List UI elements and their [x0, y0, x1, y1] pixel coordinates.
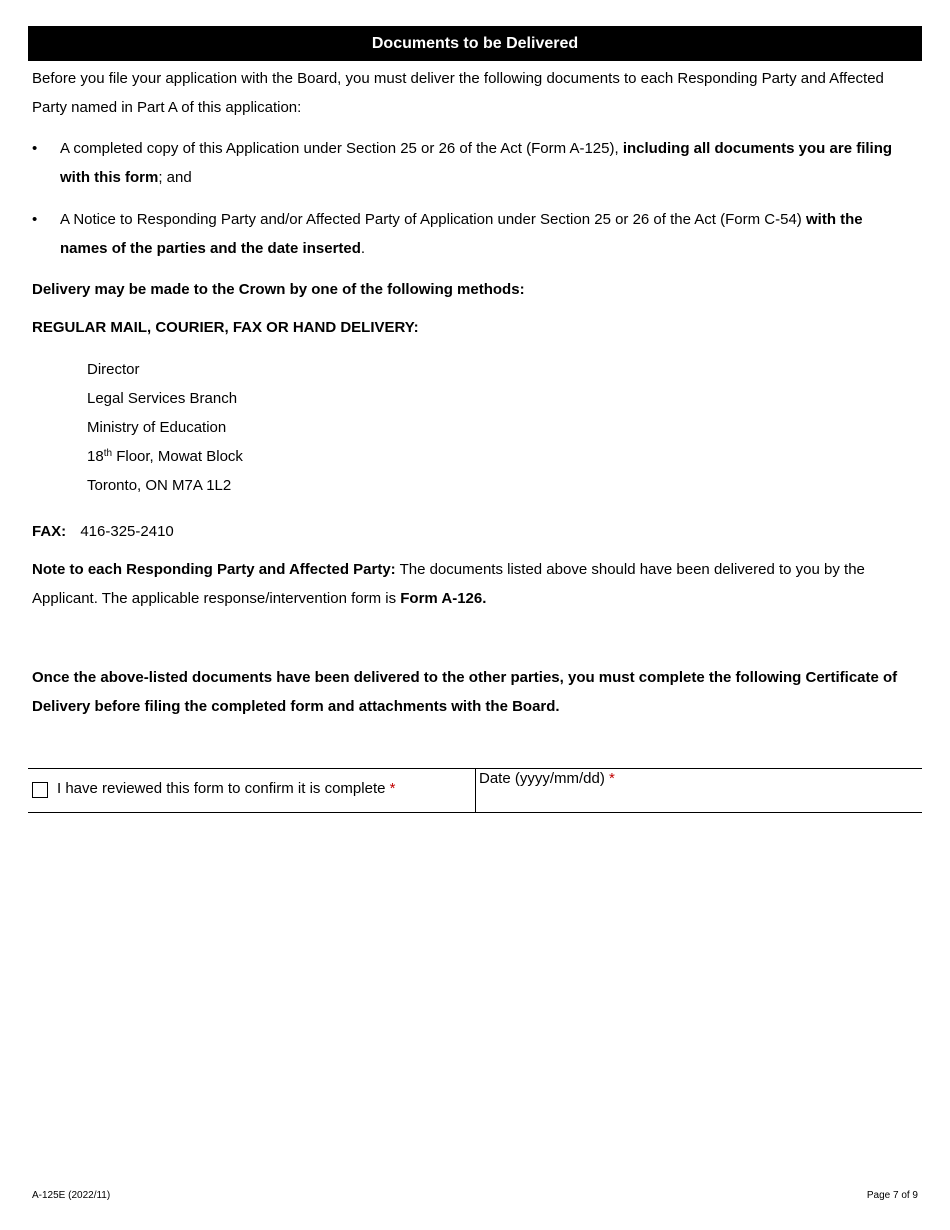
floor-suffix: th [103, 448, 113, 459]
note-form: Form A-126. [400, 590, 487, 607]
date-input[interactable] [479, 790, 917, 810]
address-line-1: Director [87, 361, 140, 378]
bullet-text: A Notice to Responding Party and/or Affected Party of Application under Section 25 or 26 of the Act (Form C-54) [60, 211, 806, 228]
bullet-item-application [60, 134, 910, 192]
note-lead: Note to each Responding Party and Affected Party: [32, 561, 396, 578]
date-label-text: Date (yyyy/mm/dd) [479, 770, 605, 787]
review-label-text: I have reviewed this form to confirm it is complete [57, 780, 386, 797]
note-paragraph [32, 555, 922, 613]
page-number: Page 7 of 9 [866, 1190, 918, 1201]
note-text: The documents listed above should have been delivered to you by the Applicant. The applicable response/intervention form is [32, 561, 865, 607]
date-label [479, 769, 615, 789]
address-line-5: Toronto, ON M7A 1L2 [87, 477, 232, 494]
bullet-text: A completed copy of this Application under Section 25 or 26 of the Act (Form A-125), [60, 140, 623, 157]
methods-heading: REGULAR MAIL, COURIER, FAX OR HAND DELIVERY: [32, 319, 419, 336]
table-border-bottom [28, 812, 922, 813]
bullet-item-notice [60, 205, 910, 263]
floor-number: 18 [87, 448, 104, 465]
bullet-emphasis: including all documents you are filing with this form [60, 140, 893, 186]
bullet-tail: ; and [158, 169, 192, 186]
fax-label: FAX: [32, 523, 67, 540]
form-id: A-125E (2022/11) [32, 1190, 111, 1201]
address-line-3: Ministry of Education [87, 419, 227, 436]
delivery-heading: Delivery may be made to the Crown by one of the following methods: [32, 281, 525, 298]
intro-paragraph: Before you file your application with the Board, you must deliver the following documents to each Responding Party and Affected Party named in Part A of this application: [32, 70, 884, 116]
section-title: Documents to be Delivered [371, 35, 579, 52]
certificate-instruction: Once the above-listed documents have been delivered to the other parties, you must complete the following Certificate of Delivery before filing the completed form and attachments with the Board. [32, 669, 898, 715]
floor-building: Floor, Mowat Block [112, 448, 243, 465]
bullet-icon: • [32, 140, 38, 157]
address-line-4 [87, 442, 243, 471]
section-banner [28, 27, 922, 61]
bullet-icon: • [32, 211, 38, 228]
required-asterisk: * [609, 770, 615, 787]
review-checkbox-label [57, 779, 395, 799]
bullet-emphasis: with the names of the parties and the date inserted [60, 211, 863, 257]
review-checkbox[interactable] [32, 782, 48, 798]
address-line-2: Legal Services Branch [87, 390, 238, 407]
fax-number: 416-325-2410 [80, 523, 174, 540]
fax-line [32, 517, 922, 546]
bullet-tail: . [360, 240, 366, 257]
required-asterisk: * [389, 780, 396, 797]
table-divider [475, 768, 476, 813]
